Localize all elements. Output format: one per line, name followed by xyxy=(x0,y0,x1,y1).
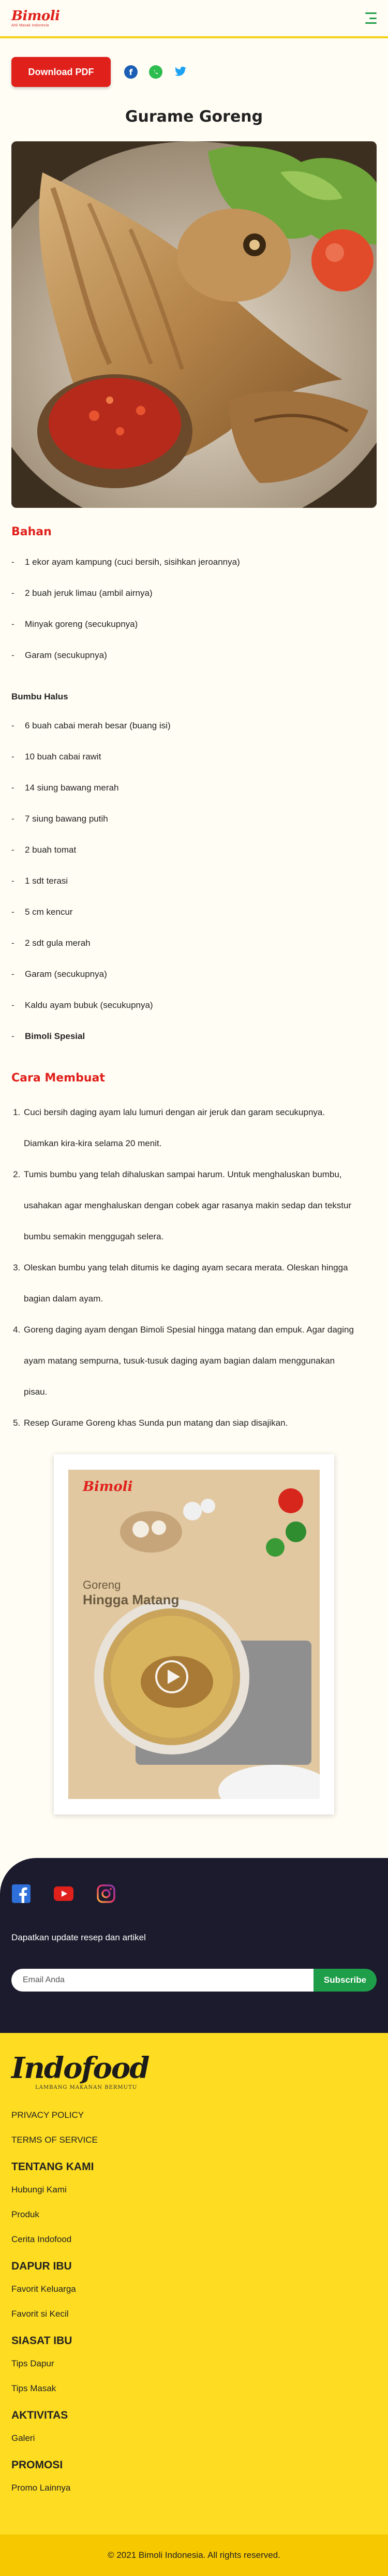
footer-link-promo[interactable]: Promo Lainnya xyxy=(11,2483,71,2493)
steps-heading: Cara Membuat xyxy=(11,1072,105,1085)
site-header xyxy=(0,0,388,38)
share-buttons xyxy=(124,65,187,79)
email-field[interactable] xyxy=(11,1969,314,1992)
list-item: - 2 buah tomat xyxy=(11,845,77,855)
privacy-policy-link[interactable]: PRIVACY POLICY xyxy=(11,2110,84,2120)
youtube-icon[interactable] xyxy=(54,1884,73,1904)
footer-link-favorit-kecil[interactable]: Favorit si Kecil xyxy=(11,2309,69,2319)
list-item: - Garam (secukupnya) xyxy=(11,650,107,660)
video-brand-logo: Bimoli xyxy=(83,1479,133,1495)
step-item: 1. Cuci bersih daging ayam lalu lumuri dengan air jeruk dan garam secukupnya. Diamkan kira-kira selama 20 menit. xyxy=(23,1097,377,1159)
footer-heading-siasat: SIASAT IBU xyxy=(11,2335,72,2347)
step-item: 2. Tumis bumbu yang telah dihaluskan sampai harum. Untuk menghaluskan bumbu, usahakan agar menghaluskan dengan cobek agar rasanya makin sedap dan tekstur bumbu semakin menggugah selera. xyxy=(23,1159,377,1252)
copyright-text: © 2021 Bimoli Indonesia. All rights reserved. xyxy=(108,2550,280,2560)
newsletter-section xyxy=(0,1858,388,2033)
whatsapp-icon[interactable] xyxy=(149,65,162,79)
list-item: - 2 buah jeruk limau (ambil airnya) xyxy=(11,588,153,598)
indofood-tagline: LAMBANG MAKANAN BERMUTU xyxy=(35,2085,138,2090)
twitter-icon[interactable] xyxy=(174,65,187,79)
footer-link-tips-dapur[interactable]: Tips Dapur xyxy=(11,2359,54,2368)
ingredients-list xyxy=(11,549,377,673)
list-item: - 7 siung bawang putih xyxy=(11,814,108,824)
subscribe-form xyxy=(11,1969,377,1992)
terms-of-service-link[interactable]: TERMS OF SERVICE xyxy=(11,2135,98,2145)
footer-heading-promosi: PROMOSI xyxy=(11,2459,63,2471)
list-item: - 14 siung bawang merah xyxy=(11,783,119,793)
recipe-photo xyxy=(11,141,377,508)
list-item: - Minyak goreng (secukupnya) xyxy=(11,619,138,629)
logo-tagline: Ahli Masak Indonesia xyxy=(11,23,49,27)
newsletter-text: Dapatkan update resep dan artikel xyxy=(11,1933,146,1942)
step-item: 3. Oleskan bumbu yang telah ditumis ke daging ayam secara merata. Oleskan hingga bagian dalam ayam. xyxy=(23,1252,377,1314)
list-item: - Garam (secukupnya) xyxy=(11,969,107,979)
recipe-title: Gurame Goreng xyxy=(125,108,263,126)
bumbu-heading: Bumbu Halus xyxy=(11,692,68,701)
footer-link-tips-masak[interactable]: Tips Masak xyxy=(11,2383,56,2393)
list-item: - 1 ekor ayam kampung (cuci bersih, sisihkan jeroannya) xyxy=(11,557,240,567)
list-item: - 2 sdt gula merah xyxy=(11,938,91,948)
video-thumbnail[interactable] xyxy=(68,1470,320,1799)
bumbu-list xyxy=(11,712,377,1054)
footer-link-galeri[interactable]: Galeri xyxy=(11,2433,35,2443)
footer-heading-tentang: TENTANG KAMI xyxy=(11,2161,94,2173)
action-row xyxy=(0,38,388,87)
indofood-logo[interactable] xyxy=(11,2051,377,2090)
video-caption-line1: Goreng xyxy=(83,1578,121,1591)
menu-icon[interactable] xyxy=(359,10,377,26)
video-caption-line2: Hingga Matang xyxy=(83,1592,180,1607)
copyright-bar xyxy=(0,2535,388,2576)
instagram-icon[interactable] xyxy=(96,1884,116,1904)
facebook-icon[interactable]: f xyxy=(124,65,138,79)
list-item: - 6 buah cabai merah besar (buang isi) xyxy=(11,721,171,730)
footer-link-favorit-keluarga[interactable]: Favorit Keluarga xyxy=(11,2284,76,2294)
steps-list xyxy=(11,1097,377,1439)
step-item: 4. Goreng daging ayam dengan Bimoli Spesial hingga matang dan empuk. Agar daging ayam matang sempurna, tusuk-tusuk daging ayam bagian dalam menggunakan pisau. xyxy=(23,1314,377,1408)
logo-wordmark: Bimoli xyxy=(11,8,60,24)
footer-heading-dapur: DAPUR IBU xyxy=(11,2260,72,2272)
ingredients-heading: Bahan xyxy=(11,525,52,538)
list-item: - Kaldu ayam bubuk (secukupnya) xyxy=(11,1000,153,1010)
indofood-wordmark: Indofood xyxy=(11,2051,149,2085)
facebook-icon[interactable] xyxy=(11,1884,31,1904)
bimoli-logo[interactable] xyxy=(11,9,59,27)
footer-link-hubungi[interactable]: Hubungi Kami xyxy=(11,2185,67,2194)
subscribe-button[interactable]: Subscribe xyxy=(314,1969,377,1992)
footer-heading-aktivitas: AKTIVITAS xyxy=(11,2409,68,2421)
video-card xyxy=(54,1454,334,1814)
footer-link-cerita[interactable]: Cerita Indofood xyxy=(11,2234,72,2244)
list-item: - 5 cm kencur xyxy=(11,907,73,917)
list-item: - 10 buah cabai rawit xyxy=(11,752,101,762)
footer-link-produk[interactable]: Produk xyxy=(11,2209,39,2219)
social-links xyxy=(11,1884,377,1904)
list-item: - Bimoli Spesial xyxy=(11,1031,85,1041)
list-item: - 1 sdt terasi xyxy=(11,876,68,886)
download-pdf-button[interactable]: Download PDF xyxy=(11,57,111,87)
site-footer xyxy=(0,2033,388,2576)
step-item: 5. Resep Gurame Goreng khas Sunda pun matang dan siap disajikan. xyxy=(23,1408,377,1439)
